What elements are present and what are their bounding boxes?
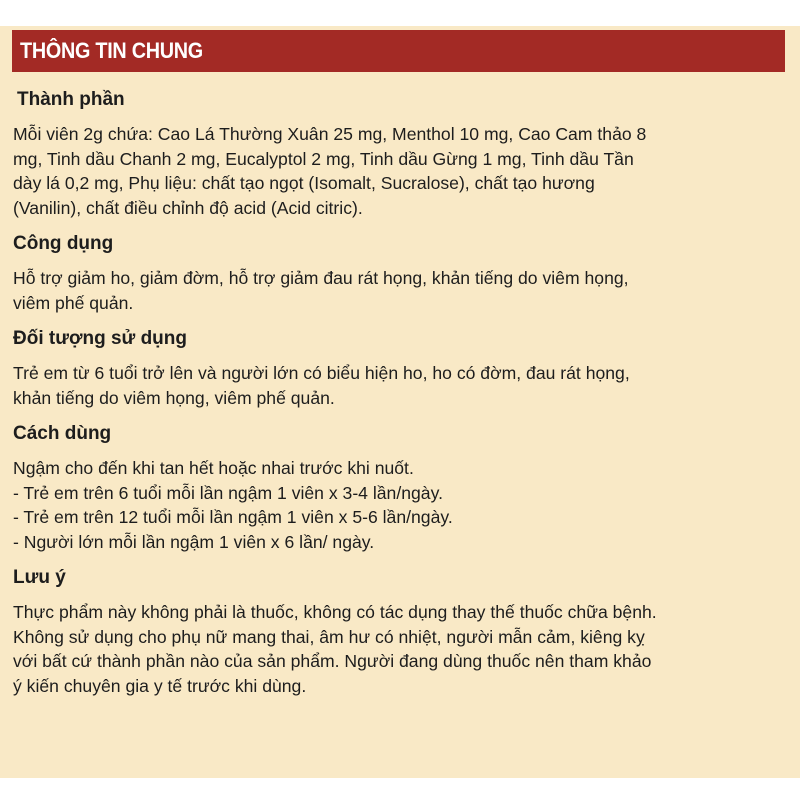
text-line: - Trẻ em trên 6 tuổi mỗi lần ngậm 1 viên x 3-4 lần/ngày. (13, 482, 443, 503)
usage-text (13, 456, 793, 554)
text-line: Mỗi viên 2g chứa: Cao Lá Thường Xuân 25 mg, Menthol 10 mg, Cao Cam thảo 8 (13, 124, 647, 144)
banner-title: THÔNG TIN CHUNG (20, 38, 203, 63)
text-line: (Vanilin), chất điều chỉnh độ acid (Acid citric). (13, 197, 363, 218)
text-line: - Người lớn mỗi lần ngậm 1 viên x 6 lần/ ngày. (13, 531, 375, 552)
top-margin (0, 0, 800, 26)
notes-text (13, 600, 793, 698)
ingredients-text (13, 122, 793, 220)
section-banner (12, 30, 785, 72)
info-content (13, 88, 793, 710)
text-line: khản tiếng do viêm họng, viêm phế quản. (13, 387, 335, 408)
text-line: viêm phế quản. (13, 292, 134, 313)
text-line: Không sử dụng cho phụ nữ mang thai, âm hư có nhiệt, người mẫn cảm, kiêng kỵ (13, 626, 645, 647)
text-line: với bất cứ thành phần nào của sản phẩm. Người đang dùng thuốc nên tham khảo (13, 651, 652, 671)
text-line: - Trẻ em trên 12 tuổi mỗi lần ngậm 1 viên x 5-6 lần/ngày. (13, 507, 453, 527)
uses-heading: Công dụng (13, 233, 114, 254)
text-line: mg, Tinh dầu Chanh 2 mg, Eucalyptol 2 mg, Tinh dầu Gừng 1 mg, Tinh dầu Tần (13, 148, 634, 169)
text-line: ý kiến chuyên gia y tế trước khi dùng. (13, 675, 307, 696)
notes-heading: Lưu ý (13, 567, 66, 588)
target-users-text (13, 361, 793, 410)
text-line: dày lá 0,2 mg, Phụ liệu: chất tạo ngọt (Isomalt, Sucralose), chất tạo hương (13, 173, 595, 193)
ingredients-heading: Thành phần (17, 89, 125, 110)
uses-text (13, 266, 793, 315)
text-line: Thực phẩm này không phải là thuốc, không có tác dụng thay thế thuốc chữa bệnh. (13, 602, 657, 622)
text-line: Trẻ em từ 6 tuổi trở lên và người lớn có biểu hiện ho, ho có đờm, đau rát họng, (13, 363, 630, 383)
text-line: Hỗ trợ giảm ho, giảm đờm, hỗ trợ giảm đau rát họng, khản tiếng do viêm họng, (13, 268, 629, 288)
target-users-heading: Đối tượng sử dụng (13, 328, 187, 349)
text-line: Ngậm cho đến khi tan hết hoặc nhai trước khi nuốt. (13, 458, 414, 478)
bottom-margin (0, 778, 800, 800)
usage-heading: Cách dùng (13, 423, 112, 444)
